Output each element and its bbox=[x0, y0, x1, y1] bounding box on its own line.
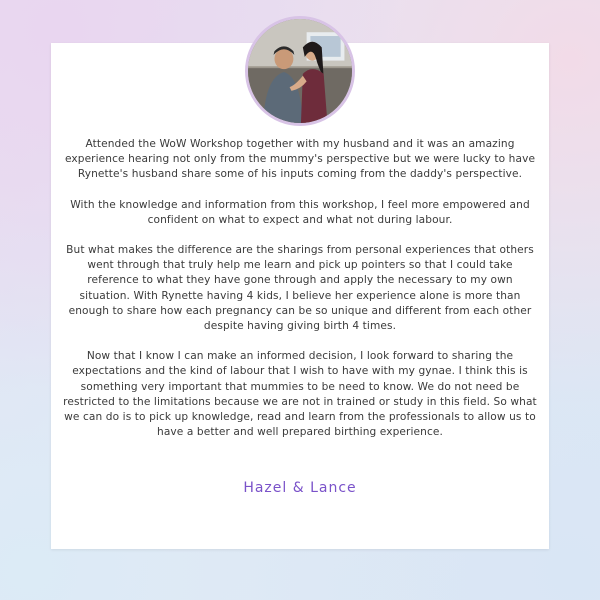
testimonial-paragraph: Attended the WoW Workshop together with my husband and it was an amazing experience hearing not only from the mummy's perspective but we were lucky to have Rynette's husband share some of his inputs coming from the daddy's perspective. bbox=[64, 138, 536, 181]
testimonial-paragraph: Now that I know I can make an informed decision, I look forward to sharing the expectations and the kind of labour that I wish to have with my gynae. I think this is something very important that mummies to be need to know. We do not need be restricted to the limitations because we are not in trained or study in this field. So what we can do is to pick up knowledge, read and learn from the professionals to allow us to have a better and well prepared birthing experience. bbox=[63, 350, 537, 439]
testimonial-author: Hazel & Lance bbox=[243, 480, 357, 496]
testimonial-paragraph: With the knowledge and information from this workshop, I feel more empowered and confident on what to expect and what not during labour. bbox=[70, 198, 530, 226]
testimonial-paragraph: But what makes the difference are the sharings from personal experiences that others went through that truly help me learn and pick up pointers so that I could take reference to what they have gone through and apply the necessary to my own situation. With Rynette having 4 kids, I believe her experience alone is more than enough to share how each pregnancy can be so unique and different from each other despite having giving birth 4 times. bbox=[66, 244, 534, 333]
couple-photo-icon bbox=[248, 19, 352, 123]
couple-photo-avatar bbox=[245, 16, 355, 126]
testimonial-text bbox=[62, 137, 538, 455]
